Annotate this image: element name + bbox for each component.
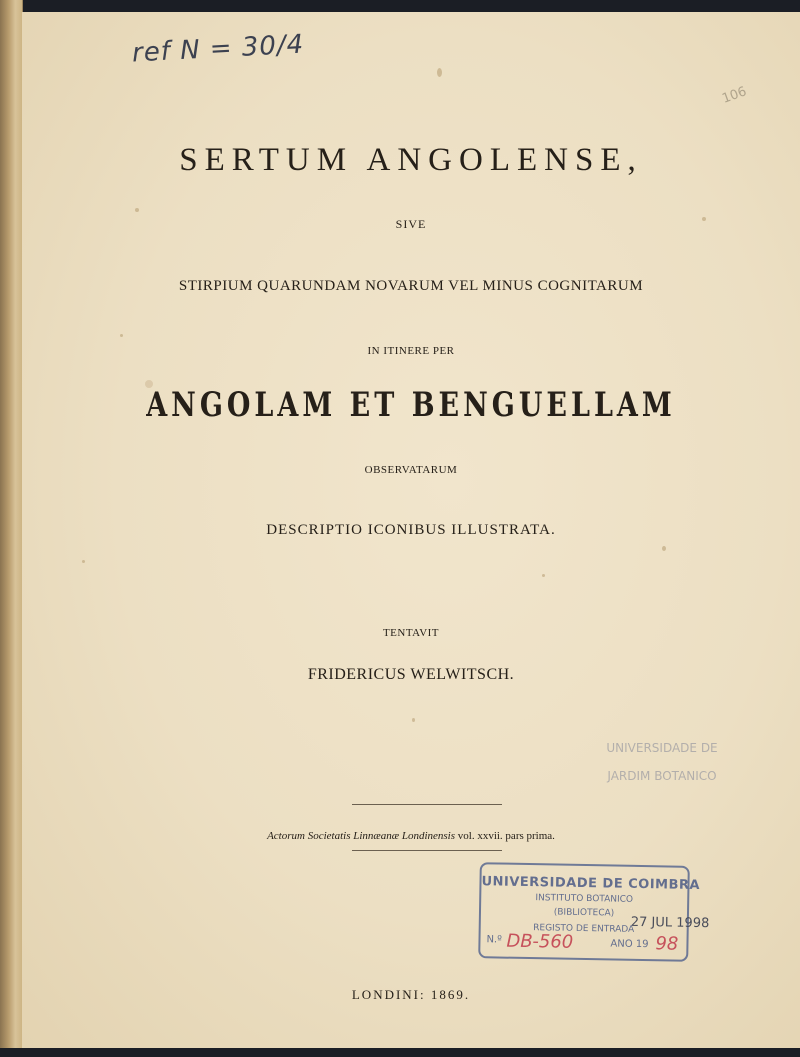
stamp-year-value: 98 — [655, 933, 679, 955]
rule-above-series-note — [352, 804, 502, 805]
stamp-registry: REGISTO DE ENTRADA — [533, 923, 635, 935]
subtitle-line: IN ITINERE PER — [367, 345, 455, 357]
series-note-volume: vol. xxvii. pars prima. — [455, 830, 555, 842]
stamp-library: (BIBLIOTECA) — [553, 907, 615, 919]
scan-top-edge — [0, 0, 800, 12]
attribution-label: TENTAVIT — [382, 627, 440, 639]
foxing-spot — [82, 560, 85, 563]
stamp-number-label: N.º — [486, 934, 502, 946]
foxing-spot — [542, 574, 545, 577]
scan-bottom-edge — [0, 1048, 800, 1057]
faint-stamp-line: UNIVERSIDADE DE — [606, 741, 718, 755]
rule-below-series-note — [352, 850, 502, 851]
book-title: SERTUM ANGOLENSE, — [179, 142, 643, 178]
title-connector: SIVE — [395, 217, 427, 231]
region-heading: ANGOLAM ET BENGUELLAM — [146, 386, 676, 425]
subtitle-line: STIRPIUM QUARUNDAM NOVARUM VEL MINUS COGNITARUM — [178, 278, 644, 294]
foxing-spot — [120, 334, 123, 337]
stamp-accession-number: DB-560 — [506, 930, 574, 953]
stamp-year-label: ANO 19 — [610, 938, 649, 951]
stamp-date: 27 JUL 1998 — [630, 914, 710, 932]
foxing-spot — [437, 68, 442, 77]
imprint-line: LONDINI: 1869. — [351, 987, 471, 1002]
foxing-spot — [412, 718, 415, 722]
faint-library-stamp — [572, 734, 752, 790]
pencil-page-number: 106 — [720, 84, 749, 107]
subtitle-line: OBSERVATARUM — [364, 464, 458, 476]
library-accession-stamp — [478, 862, 710, 962]
title-page — [22, 12, 800, 1048]
author-name: FRIDERICUS WELWITSCH. — [307, 666, 515, 683]
stamp-department: INSTITUTO BOTANICO — [535, 893, 634, 905]
handwritten-reference-note: ref N = 30/4 — [131, 29, 305, 69]
subtitle-line: DESCRIPTIO ICONIBUS ILLUSTRATA. — [266, 522, 556, 538]
foxing-spot — [135, 208, 139, 212]
series-note-journal: Actorum Societatis Linnæanæ Londinensis — [267, 830, 456, 842]
book-binding-edge — [0, 0, 23, 1057]
faint-stamp-line: JARDIM BOTANICO — [607, 769, 717, 783]
stamp-institution: UNIVERSIDADE DE COIMBRA — [481, 874, 701, 894]
series-note — [22, 830, 800, 842]
foxing-spot — [662, 546, 666, 551]
